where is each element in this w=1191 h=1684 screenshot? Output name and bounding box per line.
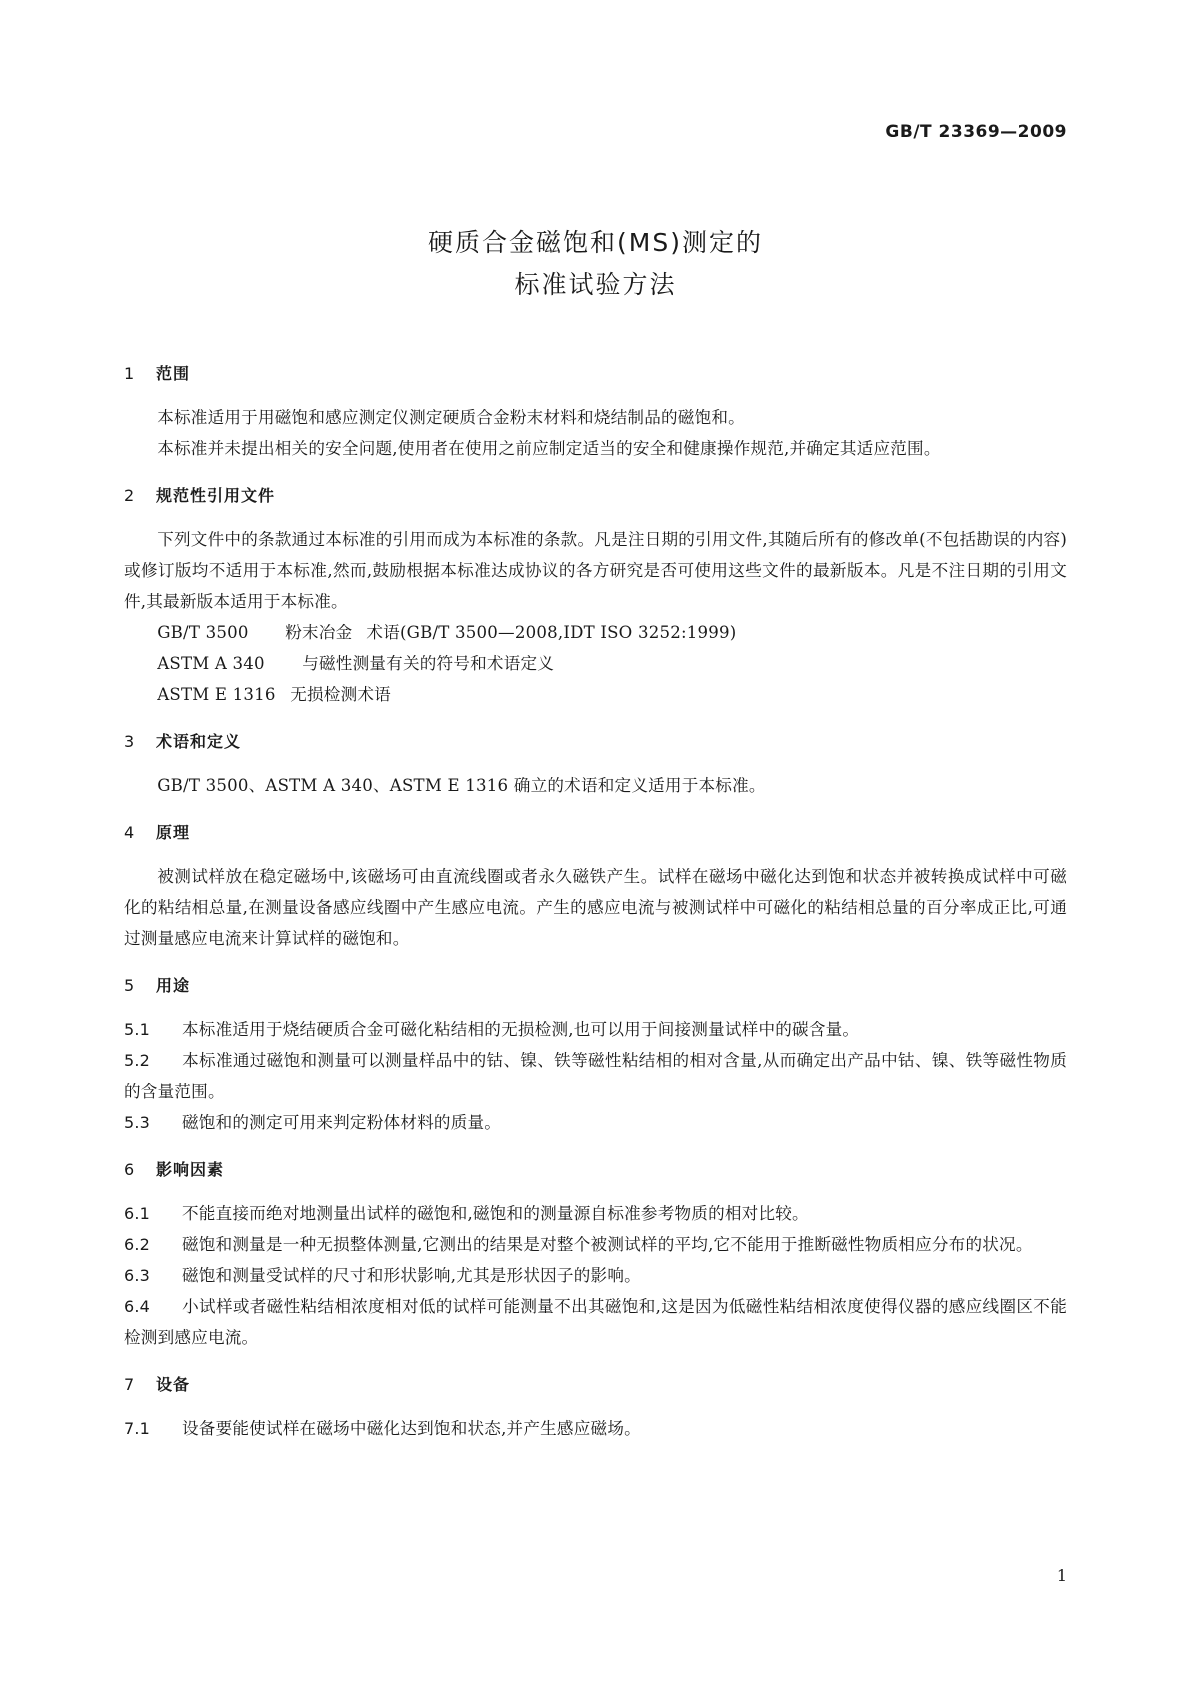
clause-text: 磁饱和测量受试样的尺寸和形状影响,尤其是形状因子的影响。: [182, 1266, 641, 1285]
section-title: 影响因素: [156, 1160, 225, 1179]
reference-title-detail: 术语(GB/T 3500—2008,IDT ISO 3252:1999): [366, 623, 737, 642]
section-number: 6: [124, 1160, 136, 1179]
title-line-2: 标准试验方法: [514, 270, 677, 299]
section-heading: [124, 730, 1067, 754]
section-number: 4: [124, 823, 136, 842]
clause-item: [124, 1413, 1067, 1444]
section-principle: [124, 821, 1067, 954]
section-scope: [124, 362, 1067, 464]
page-number: 1: [1056, 1566, 1067, 1585]
reference-code: ASTM A 340: [157, 654, 265, 673]
section-apparatus: [124, 1373, 1067, 1444]
clause-text: 本标准适用于烧结硬质合金可磁化粘结相的无损检测,也可以用于间接测量试样中的碳含量。: [182, 1020, 860, 1039]
section-number: 5: [124, 976, 136, 995]
clause-number: 5.1: [124, 1020, 151, 1039]
section-uses: [124, 974, 1067, 1138]
section-title: 设备: [156, 1375, 191, 1394]
section-heading: [124, 821, 1067, 845]
clause-item: [124, 1229, 1067, 1260]
reference-item: [124, 648, 1067, 679]
paragraph: 本标准适用于用磁饱和感应测定仪测定硬质合金粉末材料和烧结制品的磁饱和。: [157, 408, 745, 427]
clause-item: [124, 1107, 1067, 1138]
paragraph: 本标准并未提出相关的安全问题,使用者在使用之前应制定适当的安全和健康操作规范,并确定其适应范围。: [157, 439, 941, 458]
section-number: 2: [124, 486, 136, 505]
paragraph: GB/T 3500、ASTM A 340、ASTM E 1316 确立的术语和定义适用于本标准。: [157, 776, 766, 795]
section-number: 7: [124, 1375, 136, 1394]
clause-number: 7.1: [124, 1419, 151, 1438]
document-title: [0, 222, 1191, 306]
reference-item: [124, 679, 1067, 710]
clause-item: [124, 1014, 1067, 1045]
section-heading: [124, 362, 1067, 386]
clause-number: 6.1: [124, 1204, 151, 1223]
reference-code: GB/T 3500: [157, 623, 249, 642]
clause-number: 6.2: [124, 1235, 151, 1254]
section-title: 规范性引用文件: [156, 486, 276, 505]
section-title: 用途: [156, 976, 191, 995]
section-normative-references: [124, 484, 1067, 710]
section-title: 术语和定义: [156, 732, 242, 751]
paragraph: 下列文件中的条款通过本标准的引用而成为本标准的条款。凡是注日期的引用文件,其随后所有的修改单(不包括勘误的内容)或修订版均不适用于本标准,然而,鼓励根据本标准达成协议的各方研究是否可使用这些文件的最新版本。凡是不注日期的引用文件,其最新版本适用于本标准。: [124, 530, 1067, 611]
section-title: 原理: [156, 823, 191, 842]
reference-item: [124, 617, 1067, 648]
paragraph: 被测试样放在稳定磁场中,该磁场可由直流线圈或者永久磁铁产生。试样在磁场中磁化达到饱和状态并被转换成试样中可磁化的粘结相总量,在测量设备感应线圈中产生感应电流。产生的感应电流与被测试样中可磁化的粘结相总量的百分率成正比,可通过测量感应电流来计算试样的磁饱和。: [124, 867, 1067, 948]
clause-text: 磁饱和的测定可用来判定粉体材料的质量。: [182, 1113, 502, 1132]
clause-number: 6.3: [124, 1266, 151, 1285]
standard-code: GB/T 23369—2009: [885, 122, 1067, 142]
section-heading: [124, 974, 1067, 998]
clause-item: [124, 1260, 1067, 1291]
section-terms: [124, 730, 1067, 801]
section-title: 范围: [156, 364, 191, 383]
clause-text: 设备要能使试样在磁场中磁化达到饱和状态,并产生感应磁场。: [182, 1419, 641, 1438]
clause-text: 磁饱和测量是一种无损整体测量,它测出的结果是对整个被测试样的平均,它不能用于推断磁性物质相应分布的状况。: [182, 1235, 1033, 1254]
section-heading: [124, 1373, 1067, 1397]
section-heading: [124, 1158, 1067, 1182]
section-influencing-factors: [124, 1158, 1067, 1353]
clause-item: [124, 1198, 1067, 1229]
reference-title: 无损检测术语: [290, 685, 391, 704]
clause-number: 5.3: [124, 1113, 151, 1132]
title-line-1: 硬质合金磁饱和(MS)测定的: [428, 228, 763, 257]
reference-title: 粉末冶金: [285, 623, 353, 642]
reference-title: 与磁性测量有关的符号和术语定义: [302, 654, 555, 673]
reference-code: ASTM E 1316: [157, 685, 276, 704]
clause-text: 本标准通过磁饱和测量可以测量样品中的钴、镍、铁等磁性粘结相的相对含量,从而确定出产品中钴、镍、铁等磁性物质的含量范围。: [124, 1051, 1067, 1101]
section-heading: [124, 484, 1067, 508]
clause-text: 不能直接而绝对地测量出试样的磁饱和,磁饱和的测量源自标准参考物质的相对比较。: [182, 1204, 809, 1223]
clause-item: [124, 1291, 1067, 1353]
clause-item: [124, 1045, 1067, 1107]
clause-text: 小试样或者磁性粘结相浓度相对低的试样可能测量不出其磁饱和,这是因为低磁性粘结相浓度使得仪器的感应线圈区不能检测到感应电流。: [124, 1297, 1067, 1347]
section-number: 3: [124, 732, 136, 751]
document-body: [124, 362, 1067, 1464]
section-number: 1: [124, 364, 136, 383]
clause-number: 6.4: [124, 1297, 151, 1316]
clause-number: 5.2: [124, 1051, 151, 1070]
